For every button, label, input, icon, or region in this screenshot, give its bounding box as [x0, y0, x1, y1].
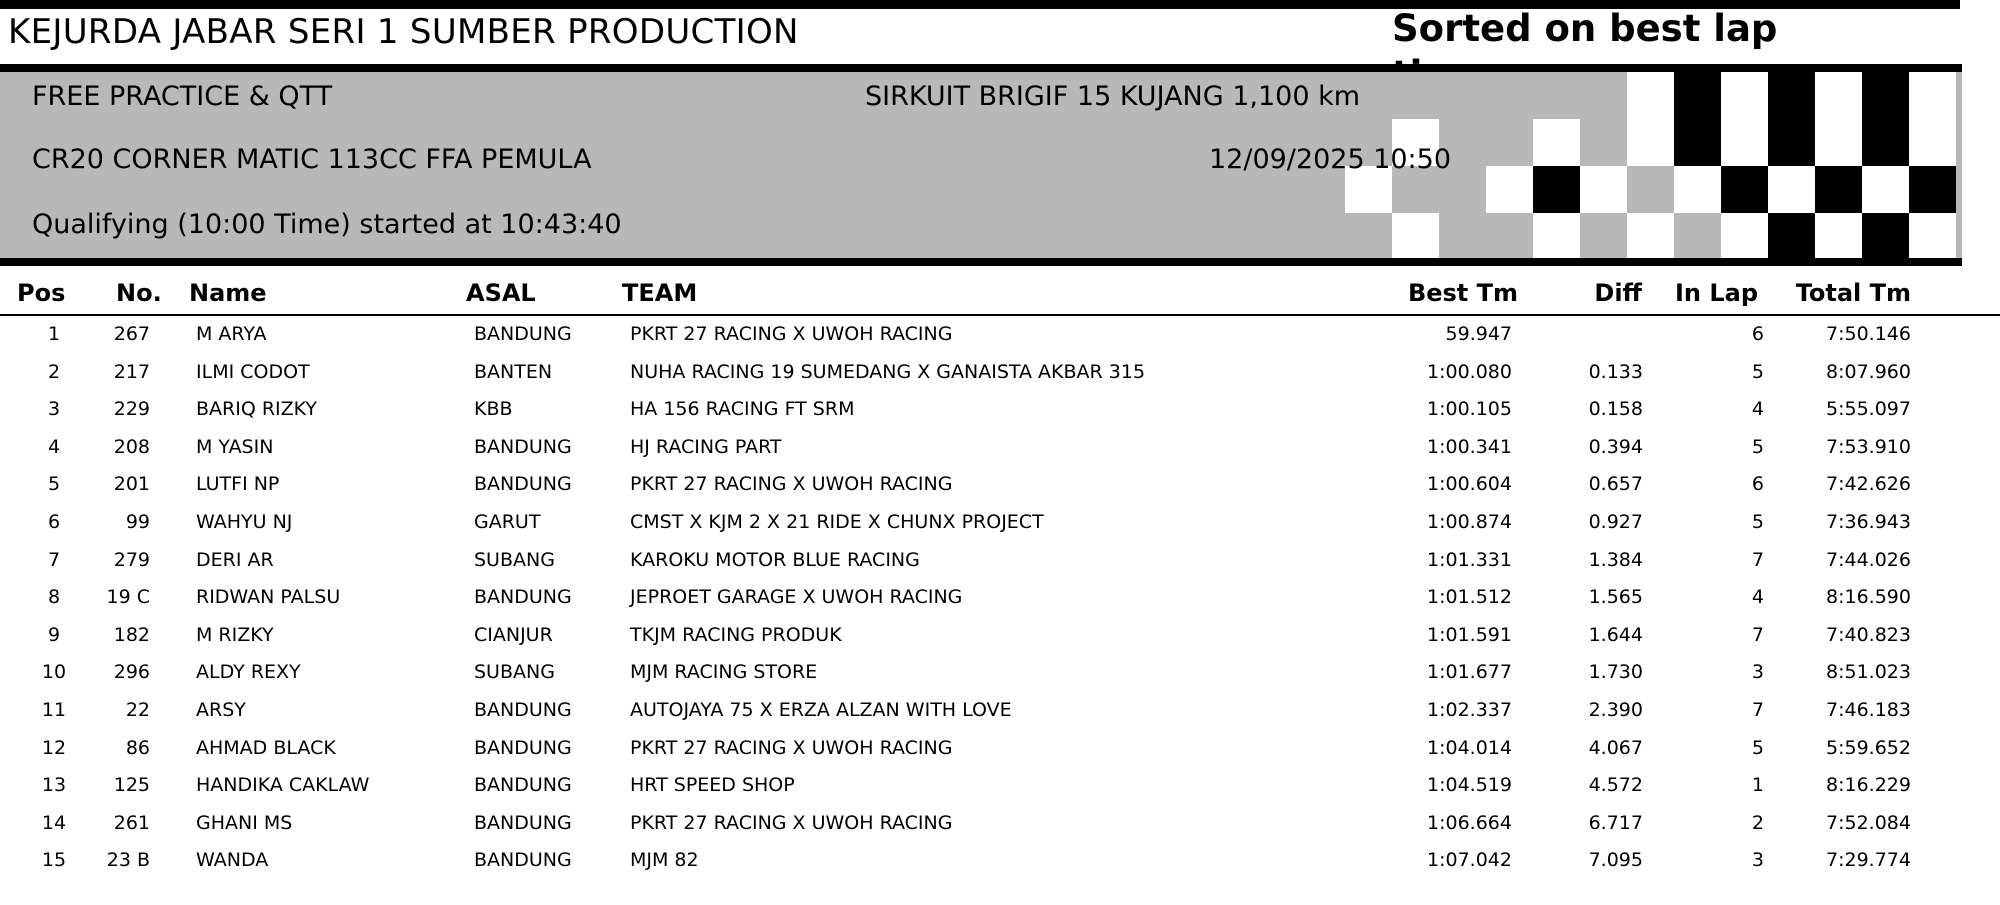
checker-square — [1862, 119, 1909, 166]
cell-asal: BANDUNG — [474, 699, 572, 721]
event-title: KEJURDA JABAR SERI 1 SUMBER PRODUCTION — [8, 12, 799, 52]
col-header-no: No. — [116, 279, 162, 307]
checker-square — [1580, 72, 1627, 119]
cell-inlap: 7 — [1751, 548, 1764, 571]
session-detail: Qualifying (10:00 Time) started at 10:43:40 — [32, 209, 622, 240]
cell-pos: 6 — [47, 511, 61, 533]
cell-total: 7:36.943 — [1826, 511, 1911, 533]
cell-name: DERI AR — [196, 548, 274, 571]
cell-inlap: 2 — [1751, 811, 1764, 834]
cell-team: HA 156 RACING FT SRM — [630, 398, 855, 421]
cell-no: 279 — [113, 548, 150, 571]
cell-total: 5:59.652 — [1826, 736, 1911, 759]
cell-best: 1:00.080 — [1427, 360, 1512, 383]
cell-asal: BANDUNG — [474, 586, 572, 609]
session-datetime: 12/09/2025 10:50 — [1209, 144, 1452, 175]
cell-inlap: 5 — [1751, 435, 1764, 458]
checker-square — [1721, 213, 1768, 258]
checker-square — [1674, 166, 1721, 213]
table-row — [0, 653, 2000, 691]
cell-pos: 7 — [47, 548, 61, 571]
cell-diff: 0.394 — [1588, 435, 1643, 458]
cell-asal: BANDUNG — [474, 435, 572, 458]
cell-asal: KBB — [474, 398, 513, 421]
cell-diff: 6.717 — [1588, 811, 1643, 834]
checker-square — [1627, 119, 1674, 166]
cell-name: AHMAD BLACK — [196, 736, 336, 759]
cell-total: 7:53.910 — [1826, 435, 1911, 458]
sort-label: Sorted on best lap — [1392, 7, 1778, 50]
cell-diff: 1.384 — [1588, 548, 1643, 571]
cell-best: 1:00.341 — [1427, 435, 1512, 458]
cell-best: 1:02.337 — [1427, 699, 1512, 721]
checker-square — [1862, 213, 1909, 258]
checker-square — [1392, 213, 1439, 258]
col-header-asal: ASAL — [466, 279, 536, 307]
cell-best: 1:01.331 — [1427, 548, 1512, 571]
checker-square — [1768, 119, 1815, 166]
cell-team: PKRT 27 RACING X UWOH RACING — [630, 811, 953, 834]
cell-team: MJM 82 — [630, 849, 699, 872]
cell-total: 7:40.823 — [1826, 623, 1911, 646]
cell-name: M YASIN — [196, 435, 274, 458]
cell-team: KAROKU MOTOR BLUE RACING — [630, 548, 920, 571]
cell-diff: 0.133 — [1588, 360, 1643, 383]
cell-name: M RIZKY — [196, 623, 274, 646]
cell-team: JEPROET GARAGE X UWOH RACING — [630, 586, 963, 609]
checker-square — [1909, 72, 1956, 119]
checker-square — [1815, 166, 1862, 213]
cell-total: 7:42.626 — [1826, 473, 1911, 496]
cell-pos: 5 — [47, 473, 61, 496]
cell-name: ILMI CODOT — [196, 360, 310, 383]
table-row — [0, 541, 2000, 579]
table-row — [0, 729, 2000, 767]
cell-team: MJM RACING STORE — [630, 661, 818, 684]
cell-diff: 7.095 — [1588, 849, 1643, 872]
cell-asal: GARUT — [474, 511, 541, 533]
cell-name: M ARYA — [196, 323, 267, 345]
cell-team: PKRT 27 RACING X UWOH RACING — [630, 473, 953, 496]
cell-inlap: 6 — [1751, 473, 1764, 496]
cell-diff: 2.390 — [1588, 699, 1643, 721]
cell-asal: BANTEN — [474, 360, 553, 383]
cell-team: TKJM RACING PRODUK — [630, 623, 842, 646]
cell-pos: 9 — [47, 623, 61, 646]
cell-total: 8:16.229 — [1826, 774, 1911, 797]
cell-diff: 0.657 — [1588, 473, 1643, 496]
class-name: CR20 CORNER MATIC 113CC FFA PEMULA — [32, 144, 592, 175]
checker-square — [1862, 72, 1909, 119]
cell-best: 1:04.519 — [1427, 774, 1512, 797]
cell-no: 296 — [113, 661, 150, 684]
cell-total: 7:50.146 — [1826, 323, 1911, 345]
checker-square — [1862, 166, 1909, 213]
cell-asal: SUBANG — [474, 548, 555, 571]
table-row — [0, 804, 2000, 842]
checker-square — [1909, 213, 1956, 258]
cell-diff: 4.067 — [1588, 736, 1643, 759]
cell-diff: 4.572 — [1588, 774, 1643, 797]
cell-inlap: 1 — [1751, 774, 1764, 797]
cell-diff: 1.730 — [1588, 661, 1643, 684]
cell-no: 99 — [125, 511, 150, 533]
cell-inlap: 3 — [1751, 849, 1764, 872]
cell-name: HANDIKA CAKLAW — [196, 774, 370, 797]
cell-total: 8:07.960 — [1826, 360, 1911, 383]
table-row — [0, 390, 2000, 428]
cell-total: 5:55.097 — [1826, 398, 1911, 421]
cell-inlap: 4 — [1751, 398, 1764, 421]
cell-asal: BANDUNG — [474, 473, 572, 496]
checker-square — [1768, 72, 1815, 119]
cell-pos: 4 — [47, 435, 61, 458]
col-header-pos: Pos — [17, 279, 66, 307]
checker-square — [1674, 119, 1721, 166]
cell-pos: 2 — [47, 360, 61, 383]
checker-square — [1721, 72, 1768, 119]
cell-asal: BANDUNG — [474, 323, 572, 345]
cell-no: 86 — [125, 736, 150, 759]
cell-inlap: 5 — [1751, 736, 1764, 759]
table-row — [0, 578, 2000, 616]
circuit-name: SIRKUIT BRIGIF 15 KUJANG 1,100 km — [865, 81, 1361, 112]
cell-asal: CIANJUR — [474, 623, 553, 646]
col-header-total-time: Total Tm — [1795, 279, 1911, 307]
checker-square — [1580, 213, 1627, 258]
checker-square — [1627, 166, 1674, 213]
cell-total: 7:44.026 — [1826, 548, 1911, 571]
checker-square — [1768, 213, 1815, 258]
checker-square — [1486, 166, 1533, 213]
col-header-name: Name — [189, 279, 267, 307]
col-header-diff: Diff — [1594, 279, 1642, 307]
cell-name: GHANI MS — [196, 811, 293, 834]
cell-inlap: 7 — [1751, 699, 1764, 721]
cell-total: 7:29.774 — [1826, 849, 1911, 872]
checker-square — [1815, 72, 1862, 119]
checker-square — [1580, 119, 1627, 166]
cell-team: PKRT 27 RACING X UWOH RACING — [630, 736, 953, 759]
cell-team: NUHA RACING 19 SUMEDANG X GANAISTA AKBAR 315 — [630, 360, 1146, 383]
cell-pos: 13 — [41, 774, 67, 797]
table-row — [0, 616, 2000, 654]
cell-pos: 1 — [47, 323, 61, 345]
checker-square — [1674, 213, 1721, 258]
checker-square — [1909, 119, 1956, 166]
table-row — [0, 766, 2000, 804]
cell-asal: BANDUNG — [474, 774, 572, 797]
cell-team: HJ RACING PART — [630, 435, 782, 458]
cell-name: WAHYU NJ — [196, 511, 293, 533]
cell-diff: 1.644 — [1588, 623, 1643, 646]
cell-total: 7:52.084 — [1826, 811, 1911, 834]
table-row — [0, 691, 2000, 729]
cell-inlap: 4 — [1751, 586, 1764, 609]
cell-inlap: 3 — [1751, 661, 1764, 684]
session-name: FREE PRACTICE & QTT — [32, 81, 333, 112]
cell-no: 217 — [113, 360, 150, 383]
table-row — [0, 353, 2000, 391]
cell-no: 267 — [113, 323, 150, 345]
cell-pos: 11 — [41, 699, 67, 721]
cell-asal: BANDUNG — [474, 736, 572, 759]
checker-square — [1486, 213, 1533, 258]
table-row — [0, 428, 2000, 466]
table-row — [0, 465, 2000, 503]
checker-square — [1674, 72, 1721, 119]
checker-square — [1721, 119, 1768, 166]
cell-no: 125 — [113, 774, 150, 797]
cell-pos: 8 — [47, 586, 61, 609]
cell-no: 208 — [113, 435, 150, 458]
cell-total: 7:46.183 — [1826, 699, 1911, 721]
cell-pos: 14 — [41, 811, 67, 834]
cell-diff: 0.927 — [1588, 511, 1643, 533]
cell-best: 1:01.677 — [1427, 661, 1512, 684]
cell-pos: 3 — [47, 398, 61, 421]
cell-name: LUTFI NP — [196, 473, 280, 496]
cell-best: 1:04.014 — [1427, 736, 1512, 759]
checker-square — [1627, 213, 1674, 258]
table-row — [0, 315, 2000, 353]
col-header-best-time: Best Tm — [1407, 279, 1518, 307]
cell-total: 8:16.590 — [1826, 586, 1911, 609]
cell-no: 23 B — [106, 849, 150, 872]
cell-pos: 10 — [41, 661, 67, 684]
cell-no: 182 — [113, 623, 150, 646]
checker-square — [1768, 166, 1815, 213]
cell-no: 201 — [113, 473, 150, 496]
cell-no: 261 — [113, 811, 150, 834]
cell-name: ARSY — [196, 699, 246, 721]
cell-best: 1:00.874 — [1427, 511, 1512, 533]
cell-best: 1:07.042 — [1427, 849, 1512, 872]
cell-asal: BANDUNG — [474, 811, 572, 834]
cell-team: HRT SPEED SHOP — [630, 774, 795, 797]
checker-square — [1815, 213, 1862, 258]
cell-name: ALDY REXY — [196, 661, 301, 684]
checker-square — [1486, 72, 1533, 119]
cell-no: 229 — [113, 398, 150, 421]
col-header-team: TEAM — [622, 279, 698, 307]
cell-name: WANDA — [196, 849, 269, 872]
checker-square — [1533, 119, 1580, 166]
results-table-header — [0, 270, 2000, 316]
cell-diff: 1.565 — [1588, 586, 1643, 609]
cell-best: 1:00.604 — [1427, 473, 1512, 496]
cell-inlap: 5 — [1751, 511, 1764, 533]
cell-best: 1:01.512 — [1427, 586, 1512, 609]
checker-square — [1580, 166, 1627, 213]
checker-square — [1815, 119, 1862, 166]
checker-square — [1486, 119, 1533, 166]
cell-best: 1:00.105 — [1427, 398, 1512, 421]
cell-asal: BANDUNG — [474, 849, 572, 872]
cell-team: AUTOJAYA 75 X ERZA ALZAN WITH LOVE — [630, 699, 1012, 721]
checker-square — [1721, 166, 1768, 213]
cell-pos: 15 — [41, 849, 67, 872]
cell-inlap: 7 — [1751, 623, 1764, 646]
checker-square — [1909, 166, 1956, 213]
table-row — [0, 841, 2000, 879]
cell-inlap: 6 — [1751, 323, 1764, 345]
checker-square — [1533, 166, 1580, 213]
cell-best: 1:01.591 — [1427, 623, 1512, 646]
cell-inlap: 5 — [1751, 360, 1764, 383]
cell-name: BARIQ RIZKY — [196, 398, 318, 421]
table-row — [0, 503, 2000, 541]
checker-square — [1533, 213, 1580, 258]
cell-name: RIDWAN PALSU — [196, 586, 341, 609]
col-header-in-lap: In Lap — [1675, 279, 1759, 307]
cell-best: 59.947 — [1445, 323, 1512, 345]
cell-team: CMST X KJM 2 X 21 RIDE X CHUNX PROJECT — [630, 511, 1044, 533]
cell-asal: SUBANG — [474, 661, 555, 684]
cell-pos: 12 — [41, 736, 67, 759]
cell-no: 19 C — [106, 586, 150, 609]
cell-no: 22 — [125, 699, 150, 721]
cell-total: 8:51.023 — [1826, 661, 1911, 684]
cell-best: 1:06.664 — [1427, 811, 1512, 834]
checker-square — [1627, 72, 1674, 119]
cell-diff: 0.158 — [1588, 398, 1643, 421]
cell-team: PKRT 27 RACING X UWOH RACING — [630, 323, 953, 345]
